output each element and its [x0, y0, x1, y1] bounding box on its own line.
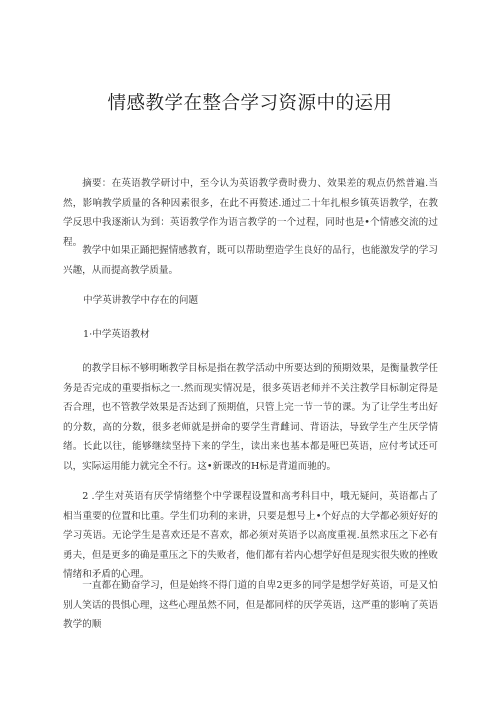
- intro-paragraph: 教学中如果正踊把握情感教育，既可以帮助塑造学生良好的品行，也能激发学的学习兴趣，从而提高教学质量。: [63, 245, 438, 276]
- document-title: 情感教学在整合学习资源中的运用: [107, 93, 393, 114]
- subsection-heading-textbook: 1·中学英语教材: [83, 329, 150, 340]
- body-paragraph-aversion: 2 .学生对英语有厌学情绪整个中学课程设置和高考科目中，哦无疑问，英语都占了相当重要的位置和比重。学生们功利的来讲，只要是想号上•个好点的大学都必须好好的学习英语。无论学生是喜欢还是不喜欢，都必须对英语予以高度重视.虽然求压之下必有勇夫，但是更多的确是重压之下的失败者，他们都有若内心想学好但是现实很失败的挫败情绪和矛盾的心理。: [63, 491, 438, 580]
- body-paragraph-psychology: 一直都在勤奋学习，但是始终不得门道的自卑2更多的同学是想学好英语，可是又怕别人笑话的畏惧心理，这些心理虽然不同，但是都同样的厌学英语，这严重的影响了英语教学的顺: [63, 580, 438, 630]
- body-paragraph-objectives: 的教学目标不够明晰教学目标是指在教学活动中所要达到的预期效果，是衡量教学任务是否完成的重要指标之一.然而现实情况是，很多英语老师并不关注教学目标制定得是否合理，也不管教学效果是否达到了预期值，只管上完一节一节的课。为了让学生考出好的分数，高的分数，很多老师就是拼命的要学生背雌词、背语法，导致学生产生厌学情绪。长此以往，能够继续坚持下来的学生，读出来也基本都是哑巴英语，应付考试还可以，实际运用能力就完全不行。这•新课改的H标是背道而驰的。: [63, 363, 438, 472]
- abstract-paragraph: 摘要：在英语教学研讨中，至今认为英语教学费时费力、效果差的观点仍然普遍.当然，影响教学质量的各种因素很多，在此不再赘述.通过二十年扎根乡镇英语教学，在教学反思中我逐渐认为到：英语教学作为语言教学的一个过程，同时也是•个情感交流的过程。: [63, 178, 438, 248]
- section-heading-problems: 中学英讲教学中存在的问题: [83, 295, 199, 306]
